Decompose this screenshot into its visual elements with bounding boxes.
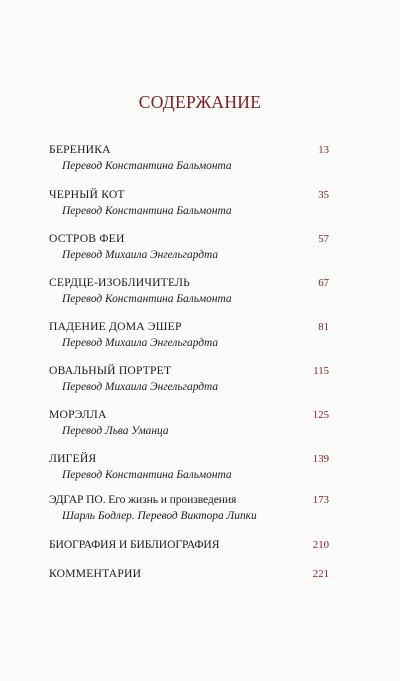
toc-entry-page: 57 (318, 233, 329, 245)
toc-entry-oval-portrait (49, 363, 329, 393)
toc-entry-ligeia (49, 451, 329, 481)
dot-leader: ............................ (143, 237, 290, 244)
dot-leader: ..... (273, 498, 300, 505)
dot-leader: .............................. (133, 148, 291, 155)
toc-entry-translator: Перевод Льва Уманца (62, 425, 169, 437)
toc-entry-edgar-poe-life (49, 492, 329, 522)
toc-entry-title: КОММЕНТАРИИ (49, 567, 142, 580)
toc-entry-translator: Перевод Константина Бальмонта (62, 293, 232, 305)
toc-entry-page: 173 (312, 494, 329, 506)
toc-entry-translator: Перевод Михаила Энгельгардта (62, 249, 219, 261)
toc-entry-translator: Перевод Михаила Энгельгардта (62, 381, 219, 393)
toc-entry-title: ЧЕРНЫЙ КОТ (49, 188, 125, 201)
toc-entry-title: ОСТРОВ ФЕИ (49, 232, 125, 245)
dot-leader: ............... (215, 325, 294, 332)
toc-entry-title: БЕРЕНИКА (49, 143, 111, 156)
toc-entry-title: ОВАЛЬНЫЙ ПОРТРЕТ (49, 364, 172, 377)
toc-entry-page: 221 (312, 568, 329, 580)
dot-leader: .......... (243, 543, 296, 550)
toc-entry-page: 210 (312, 539, 329, 551)
toc-entry-page: 81 (318, 321, 329, 333)
toc-entry-page: 35 (318, 189, 329, 201)
toc-entry-translator: Перевод Константина Бальмонта (62, 160, 232, 172)
toc-entry-comments (49, 566, 329, 582)
toc-entry-translator: Перевод Михаила Энгельгардта (62, 337, 219, 349)
toc-entry-morella (49, 407, 329, 437)
toc-entry-page: 139 (312, 453, 329, 465)
toc-entry-berenice (49, 142, 329, 172)
toc-entry-fairy-island (49, 231, 329, 261)
toc-entry-page: 125 (312, 409, 329, 421)
toc-entry-title: МОРЭЛЛА (49, 408, 107, 421)
toc-entry-title: ЛИГЕЙЯ (49, 452, 97, 465)
toc-entry-page: 67 (318, 277, 329, 289)
toc-entry-translator: Перевод Константина Бальмонта (62, 469, 232, 481)
toc-entry-title: ПАДЕНИЕ ДОМА ЭШЕР (49, 320, 182, 333)
toc-entry-house-of-usher (49, 319, 329, 349)
dot-leader: .................................. (107, 457, 286, 464)
toc-entry-page: 115 (313, 365, 329, 377)
dot-leader: ................................. (117, 413, 291, 420)
toc-entry-translator: Шарль Бодлер. Перевод Виктора Липки (62, 510, 257, 522)
toc-entry-tell-tale-heart (49, 275, 329, 305)
toc-entry-biography (49, 537, 329, 553)
toc-entry-title: СЕРДЦЕ-ИЗОБЛИЧИТЕЛЬ (49, 276, 191, 289)
toc-entry-page: 13 (318, 144, 329, 156)
toc-entry-title: БИОГРАФИЯ И БИБЛИОГРАФИЯ (49, 538, 220, 551)
toc-entry-translator: Перевод Константина Бальмонта (62, 205, 232, 217)
toc-entry-title: ЭДГАР ПО. Его жизнь и произведения (49, 493, 237, 506)
toc-heading: СОДЕРЖАНИЕ (138, 92, 262, 112)
toc-entry-black-cat (49, 187, 329, 217)
dot-leader: ........................... (149, 572, 291, 579)
